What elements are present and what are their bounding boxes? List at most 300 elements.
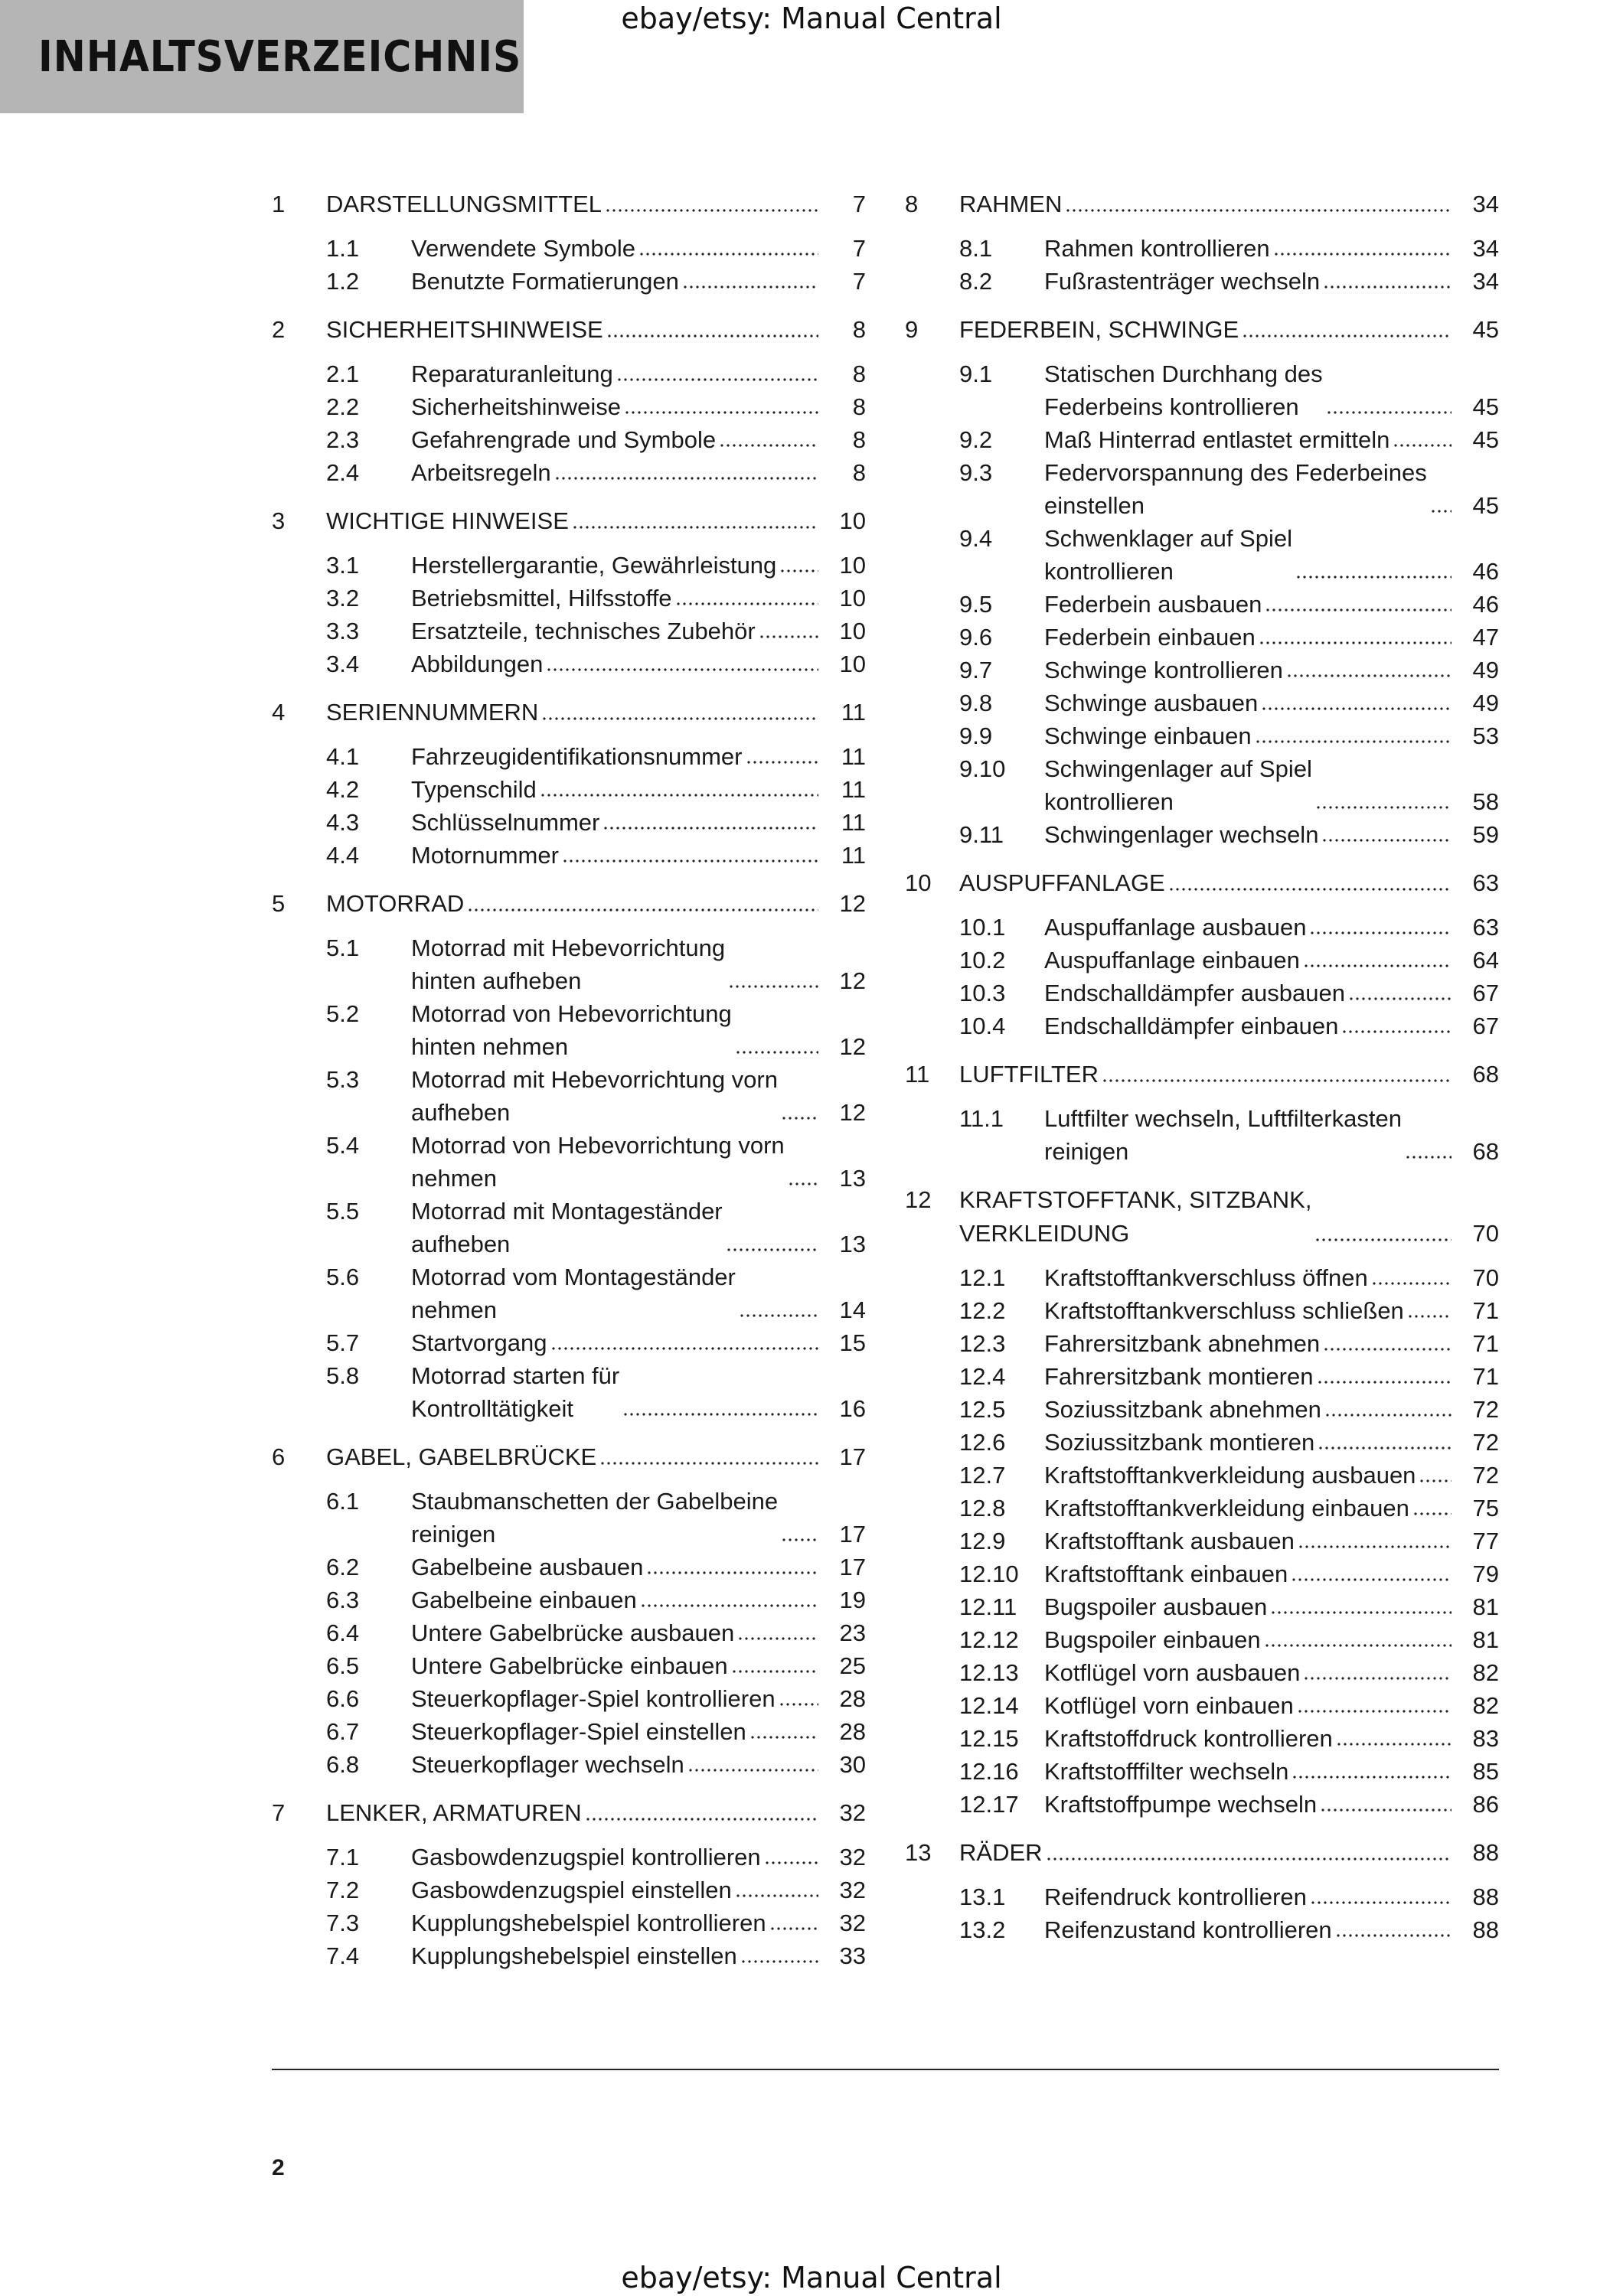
subsection-title: Kraftstofftankverschluss schließen (1044, 1297, 1404, 1324)
subsection-page-number: 19 (839, 1587, 866, 1613)
subsection-number: 8.2 (959, 268, 993, 295)
subsection-page-number: 33 (839, 1942, 866, 1969)
subsection-number: 6.8 (326, 1751, 360, 1778)
chapter-page-number: 88 (1472, 1839, 1499, 1866)
dot-leader (1259, 641, 1452, 645)
subsection-number: 9.2 (959, 426, 993, 453)
subsection-page-number: 28 (839, 1685, 866, 1712)
toc-subsection[interactable] (272, 1063, 866, 1129)
subsection-title: Kraftstofffilter wechseln (1044, 1758, 1289, 1785)
chapter-number: 1 (272, 191, 286, 217)
dot-leader (1335, 1933, 1452, 1938)
subsection-number: 9.8 (959, 690, 993, 716)
toc-subsection[interactable] (272, 997, 866, 1063)
toc-subsection[interactable] (905, 621, 1499, 654)
subsection-page-number: 71 (1472, 1330, 1499, 1357)
chapter-page-number: 63 (1472, 869, 1499, 896)
chapter-entry (959, 313, 1499, 347)
subsection-title: Kupplungshebelspiel einstellen (411, 1942, 737, 1969)
toc-chapter[interactable] (272, 696, 866, 729)
subsection-number: 10.1 (959, 914, 1006, 941)
subsection-page-number: 47 (1472, 624, 1499, 651)
toc-chapter[interactable] (272, 1796, 866, 1830)
toc-subsection[interactable] (272, 549, 866, 582)
subsection-page-number: 88 (1472, 1916, 1499, 1943)
toc-subsection[interactable] (272, 423, 866, 456)
dot-leader (1317, 1380, 1452, 1384)
subsection-entry (1044, 1557, 1499, 1590)
toc-subsection[interactable] (905, 687, 1499, 719)
toc-subsection[interactable] (272, 582, 866, 615)
toc-subsection[interactable] (272, 773, 866, 806)
subsection-entry (411, 647, 866, 680)
dot-leader (546, 667, 818, 672)
dot-leader (735, 1050, 818, 1055)
dot-leader (640, 1603, 818, 1608)
subsection-page-number: 15 (839, 1329, 866, 1356)
subsection-entry (1044, 1689, 1499, 1722)
subsection-page-number: 7 (852, 235, 866, 262)
toc-subsection[interactable] (272, 1485, 866, 1551)
dot-leader (739, 1313, 818, 1318)
subsection-entry (411, 1485, 866, 1551)
toc-subsection[interactable] (905, 1590, 1499, 1623)
subsection-title: Auspuffanlage ausbauen (1044, 914, 1307, 941)
dot-leader (1310, 1900, 1452, 1905)
subsection-entry (411, 740, 866, 773)
subsection-title: Staubmanschetten der Gabelbeine reinigen (411, 1488, 779, 1548)
toc-subsection[interactable] (272, 1939, 866, 1972)
toc-subsection[interactable] (905, 911, 1499, 944)
toc-subsection[interactable] (905, 1722, 1499, 1755)
dot-leader (746, 760, 819, 765)
subsection-page-number: 13 (839, 1231, 866, 1257)
toc-subsection[interactable] (272, 456, 866, 489)
subsection-entry (1044, 687, 1499, 719)
toc-subsection[interactable] (905, 1426, 1499, 1459)
dot-leader (1309, 931, 1452, 935)
toc-subsection[interactable] (272, 647, 866, 680)
subsection-entry (1044, 621, 1499, 654)
subsection-number: 3.2 (326, 585, 360, 612)
subsection-number: 9.5 (959, 591, 993, 618)
subsection-number: 6.3 (326, 1587, 360, 1613)
subsection-number: 2.2 (326, 393, 360, 420)
chapter-title: KRAFTSTOFFTANK, SITZBANK, VERKLEIDUNG (959, 1186, 1312, 1247)
toc-subsection[interactable] (272, 265, 866, 298)
toc-subsection[interactable] (905, 1261, 1499, 1294)
subsection-entry (1044, 1788, 1499, 1821)
subsection-title: Gefahrengrade und Symbole (411, 426, 717, 453)
dot-leader (1314, 1238, 1452, 1242)
toc-subsection[interactable] (905, 977, 1499, 1009)
subsection-entry (411, 357, 866, 390)
toc-subsection[interactable] (272, 1715, 866, 1748)
toc-subsection[interactable] (272, 1195, 866, 1261)
dot-leader (1324, 1413, 1452, 1417)
subsection-title: Kraftstofftank ausbauen (1044, 1528, 1295, 1554)
toc-subsection[interactable] (272, 806, 866, 839)
subsection-page-number: 77 (1472, 1528, 1499, 1554)
subsection-page-number: 63 (1472, 914, 1499, 941)
dot-leader (1430, 509, 1452, 514)
subsection-title: Sicherheitshinweise (411, 393, 621, 420)
toc-chapter[interactable] (905, 866, 1499, 900)
dot-leader (622, 1412, 818, 1417)
subsection-number: 6.4 (326, 1619, 360, 1646)
toc-subsection[interactable] (905, 1557, 1499, 1590)
toc-subsection[interactable] (905, 1492, 1499, 1525)
subsection-number: 12.6 (959, 1429, 1006, 1456)
dot-leader (624, 410, 818, 415)
toc-subsection[interactable] (905, 1755, 1499, 1788)
subsection-title: Fußrastenträger wechseln (1044, 268, 1321, 295)
subsection-entry (1044, 1102, 1499, 1168)
subsection-number: 4.2 (326, 776, 360, 803)
subsection-title: Kraftstoffpumpe wechseln (1044, 1791, 1318, 1818)
subsection-entry (411, 1261, 866, 1326)
subsection-number: 9.11 (959, 821, 1004, 848)
dot-leader (585, 1817, 818, 1821)
dot-leader (1336, 1742, 1452, 1746)
subsection-number: 3.3 (326, 618, 360, 644)
subsection-number: 5.2 (326, 1000, 360, 1027)
subsection-page-number: 32 (839, 1877, 866, 1903)
toc-subsection[interactable] (272, 1326, 866, 1359)
toc-subsection-list (272, 740, 866, 872)
subsection-number: 10.3 (959, 980, 1006, 1006)
toc-subsection[interactable] (905, 1327, 1499, 1360)
toc-chapter[interactable] (905, 1183, 1499, 1251)
dot-leader (467, 908, 818, 912)
chapter-title: LUFTFILTER (959, 1061, 1099, 1088)
toc-subsection[interactable] (272, 740, 866, 773)
subsection-entry (1044, 944, 1499, 977)
subsection-page-number: 12 (839, 967, 866, 994)
subsection-page-number: 82 (1472, 1692, 1499, 1719)
subsection-entry (1044, 1623, 1499, 1656)
toc-subsection[interactable] (905, 1788, 1499, 1821)
subsection-title: Startvorgang (411, 1329, 547, 1356)
subsection-title: Fahrzeugidentifikationsnummer (411, 743, 743, 770)
subsection-page-number: 14 (839, 1296, 866, 1323)
toc-chapter[interactable] (905, 1836, 1499, 1870)
chapter-title: WICHTIGE HINWEISE (326, 507, 569, 534)
subsection-page-number: 11 (841, 809, 866, 836)
subsection-entry (411, 1841, 866, 1874)
subsection-title: Schwenklager auf Spiel kontrollieren (1044, 525, 1292, 585)
dot-leader (749, 1735, 818, 1740)
subsection-entry (1044, 1525, 1499, 1557)
subsection-entry (411, 1195, 866, 1261)
dot-leader (1102, 1078, 1452, 1083)
chapter-entry (326, 1440, 866, 1474)
subsection-title: Gabelbeine einbauen (411, 1587, 637, 1613)
toc-subsection[interactable] (272, 1261, 866, 1326)
subsection-number: 7.1 (326, 1844, 360, 1870)
toc-subsection[interactable] (905, 1880, 1499, 1913)
subsection-page-number: 70 (1472, 1264, 1499, 1291)
subsection-number: 13.1 (959, 1883, 1006, 1910)
subsection-page-number: 12 (839, 1099, 866, 1126)
subsection-number: 5.1 (326, 934, 360, 961)
chapter-entry (959, 1058, 1499, 1091)
dot-leader (1412, 1512, 1452, 1516)
subsection-entry (1044, 1459, 1499, 1492)
subsection-entry (1044, 1360, 1499, 1393)
chapter-page-number: 10 (839, 507, 866, 534)
subsection-page-number: 13 (839, 1165, 866, 1192)
dot-leader (1348, 996, 1452, 1001)
dot-leader (1323, 1347, 1452, 1352)
toc-subsection[interactable] (905, 232, 1499, 265)
subsection-title: Kraftstoffdruck kontrollieren (1044, 1725, 1333, 1752)
subsection-page-number: 32 (839, 1844, 866, 1870)
toc-subsection[interactable] (905, 1009, 1499, 1042)
toc-subsection-list (272, 931, 866, 1425)
subsection-entry (411, 1063, 866, 1129)
subsection-entry (1044, 357, 1499, 423)
subsection-entry (1044, 1880, 1499, 1913)
toc-chapter[interactable] (272, 1440, 866, 1474)
subsection-page-number: 72 (1472, 1462, 1499, 1489)
subsection-title: Steuerkopflager-Spiel kontrollieren (411, 1685, 776, 1712)
toc-subsection[interactable] (272, 1906, 866, 1939)
chapter-number: 11 (905, 1061, 930, 1088)
toc-subsection[interactable] (272, 1359, 866, 1425)
chapter-entry (959, 866, 1499, 900)
subsection-number: 12.16 (959, 1758, 1019, 1785)
toc-subsection[interactable] (905, 1102, 1499, 1168)
subsection-entry (411, 1906, 866, 1939)
subsection-entry (411, 1748, 866, 1781)
page-title: INHALTSVERZEICHNIS (38, 32, 522, 82)
subsection-page-number: 64 (1472, 947, 1499, 974)
dot-leader (646, 1570, 818, 1575)
subsection-number: 5.8 (326, 1362, 360, 1389)
chapter-page-number: 32 (839, 1799, 866, 1826)
dot-leader (616, 377, 818, 382)
chapter-entry (326, 188, 866, 221)
dot-leader (1315, 805, 1452, 810)
toc-subsection[interactable] (905, 1360, 1499, 1393)
toc-subsection[interactable] (905, 588, 1499, 621)
subsection-entry (1044, 1755, 1499, 1788)
toc-subsection[interactable] (905, 1623, 1499, 1656)
subsection-number: 12.8 (959, 1495, 1006, 1521)
dot-leader (1303, 1676, 1452, 1681)
subsection-number: 12.12 (959, 1626, 1019, 1653)
subsection-title: Reifenzustand kontrollieren (1044, 1916, 1332, 1943)
subsection-page-number: 10 (839, 651, 866, 677)
toc-subsection[interactable] (272, 1874, 866, 1906)
toc-chapter[interactable] (905, 313, 1499, 347)
subsection-number: 12.9 (959, 1528, 1006, 1554)
subsection-entry (411, 1649, 866, 1682)
dot-leader (603, 826, 818, 830)
chapter-entry (326, 696, 866, 729)
chapter-page-number: 45 (1472, 316, 1499, 343)
chapter-entry (959, 1183, 1499, 1251)
dot-leader (1292, 1775, 1452, 1779)
subsection-title: Verwendete Symbole (411, 235, 635, 262)
dot-leader (735, 1893, 818, 1898)
toc-subsection[interactable] (272, 1551, 866, 1583)
toc-subsection[interactable] (272, 1129, 866, 1195)
toc-subsection[interactable] (272, 615, 866, 647)
subsection-page-number: 49 (1472, 657, 1499, 683)
toc-subsection[interactable] (905, 1393, 1499, 1426)
subsection-page-number: 72 (1472, 1429, 1499, 1456)
subsection-title: Motornummer (411, 842, 559, 869)
toc-subsection[interactable] (905, 265, 1499, 298)
subsection-number: 12.1 (959, 1264, 1006, 1291)
subsection-title: Benutzte Formatierungen (411, 268, 679, 295)
subsection-entry (411, 773, 866, 806)
toc-subsection[interactable] (905, 423, 1499, 456)
toc-subsection[interactable] (905, 818, 1499, 851)
subsection-number: 6.2 (326, 1554, 360, 1580)
subsection-number: 5.7 (326, 1329, 360, 1356)
chapter-number: 2 (272, 316, 286, 343)
subsection-page-number: 45 (1472, 393, 1499, 420)
dot-leader (779, 1702, 818, 1707)
toc-subsection[interactable] (905, 522, 1499, 588)
subsection-title: Statischen Durchhang des Federbeins kontrollieren (1044, 360, 1323, 420)
subsection-page-number: 45 (1472, 426, 1499, 453)
toc-subsection[interactable] (905, 752, 1499, 818)
dot-leader (781, 1538, 818, 1542)
toc-subsection[interactable] (905, 456, 1499, 522)
toc-chapter[interactable] (272, 313, 866, 347)
toc-subsection[interactable] (905, 1525, 1499, 1557)
toc-chapter[interactable] (272, 887, 866, 921)
subsection-title: Motorrad vom Montageständer nehmen (411, 1264, 736, 1323)
subsection-number: 12.5 (959, 1396, 1006, 1423)
subsection-title: Motorrad von Hebevorrichtung vorn nehmen (411, 1132, 785, 1192)
subsection-entry (1044, 588, 1499, 621)
toc-chapter[interactable] (272, 188, 866, 221)
toc-subsection[interactable] (272, 1748, 866, 1781)
chapter-number: 8 (905, 191, 919, 217)
subsection-number: 9.10 (959, 755, 1006, 782)
subsection-page-number: 10 (839, 585, 866, 612)
subsection-title: Motorrad mit Montageständer aufheben (411, 1198, 723, 1257)
toc-subsection[interactable] (905, 1294, 1499, 1327)
subsection-entry (411, 1715, 866, 1748)
page-number: 2 (272, 2155, 285, 2180)
subsection-title: Schwinge ausbauen (1044, 690, 1259, 716)
toc-chapter[interactable] (905, 1058, 1499, 1091)
chapter-title: GABEL, GABELBRÜCKE (326, 1443, 597, 1470)
chapter-entry (326, 887, 866, 921)
subsection-page-number: 28 (839, 1718, 866, 1745)
subsection-title: Kotflügel vorn ausbauen (1044, 1659, 1301, 1686)
subsection-title: Bugspoiler ausbauen (1044, 1593, 1268, 1620)
dot-leader (550, 1346, 819, 1351)
dot-leader (1323, 285, 1452, 289)
toc-subsection[interactable] (272, 390, 866, 423)
subsection-page-number: 85 (1472, 1758, 1499, 1785)
subsection-entry (411, 1682, 866, 1715)
toc-subsection[interactable] (905, 1913, 1499, 1946)
toc-subsection[interactable] (272, 1682, 866, 1715)
subsection-page-number: 34 (1472, 235, 1499, 262)
toc-subsection[interactable] (905, 1656, 1499, 1689)
subsection-number: 11.1 (959, 1105, 1004, 1132)
subsection-number: 12.7 (959, 1462, 1006, 1489)
dot-leader (1321, 838, 1452, 843)
toc-subsection[interactable] (272, 357, 866, 390)
toc-subsection[interactable] (905, 719, 1499, 752)
chapter-page-number: 70 (1472, 1220, 1499, 1247)
subsection-title: Kraftstofftankverkleidung einbauen (1044, 1495, 1409, 1521)
subsection-page-number: 25 (839, 1652, 866, 1679)
toc-subsection-list (905, 1880, 1499, 1946)
toc-chapter[interactable] (272, 504, 866, 538)
chapter-number: 3 (272, 507, 286, 534)
toc-subsection[interactable] (272, 1841, 866, 1874)
subsection-page-number: 71 (1472, 1297, 1499, 1324)
toc-subsection[interactable] (905, 357, 1499, 423)
subsection-title: Reifendruck kontrollieren (1044, 1883, 1307, 1910)
subsection-page-number: 71 (1472, 1363, 1499, 1390)
subsection-page-number: 11 (841, 776, 866, 803)
toc-subsection[interactable] (272, 839, 866, 872)
subsection-number: 3.4 (326, 651, 360, 677)
toc-subsection[interactable] (272, 1616, 866, 1649)
subsection-number: 2.4 (326, 459, 360, 486)
subsection-entry (1044, 654, 1499, 687)
toc-subsection[interactable] (905, 944, 1499, 977)
subsection-number: 12.11 (959, 1593, 1017, 1620)
toc-subsection-list (905, 911, 1499, 1042)
toc-subsection[interactable] (272, 1583, 866, 1616)
subsection-page-number: 11 (841, 842, 866, 869)
subsection-number: 9.7 (959, 657, 993, 683)
dot-leader (1320, 1808, 1452, 1812)
chapter-title: AUSPUFFANLAGE (959, 869, 1165, 896)
subsection-entry (1044, 818, 1499, 851)
dot-leader (1286, 673, 1452, 678)
dot-leader (682, 285, 818, 289)
toc-subsection[interactable] (272, 931, 866, 997)
dot-leader (562, 859, 818, 863)
toc-subsection[interactable] (905, 654, 1499, 687)
subsection-title: Luftfilter wechseln, Luftfilterkasten reinigen (1044, 1105, 1402, 1165)
subsection-number: 13.2 (959, 1916, 1006, 1943)
toc-subsection[interactable] (272, 1649, 866, 1682)
subsection-title: Federvorspannung des Federbeines einstellen (1044, 459, 1427, 519)
toc-subsection[interactable] (272, 232, 866, 265)
subsection-number: 12.17 (959, 1791, 1019, 1818)
subsection-page-number: 67 (1472, 980, 1499, 1006)
subsection-number: 4.3 (326, 809, 360, 836)
subsection-number: 12.3 (959, 1330, 1006, 1357)
subsection-title: Motorrad mit Hebevorrichtung hinten aufheben (411, 934, 726, 994)
chapter-title: DARSTELLUNGSMITTEL (326, 191, 603, 217)
subsection-page-number: 16 (839, 1395, 866, 1422)
subsection-title: Gasbowdenzugspiel einstellen (411, 1877, 732, 1903)
dot-leader (737, 1636, 818, 1641)
toc-chapter[interactable] (905, 188, 1499, 221)
subsection-number: 9.3 (959, 459, 993, 486)
dot-leader (731, 1669, 818, 1674)
chapter-page-number: 7 (852, 191, 866, 217)
toc-subsection[interactable] (905, 1459, 1499, 1492)
toc-subsection[interactable] (905, 1689, 1499, 1722)
chapter-number: 5 (272, 890, 286, 917)
